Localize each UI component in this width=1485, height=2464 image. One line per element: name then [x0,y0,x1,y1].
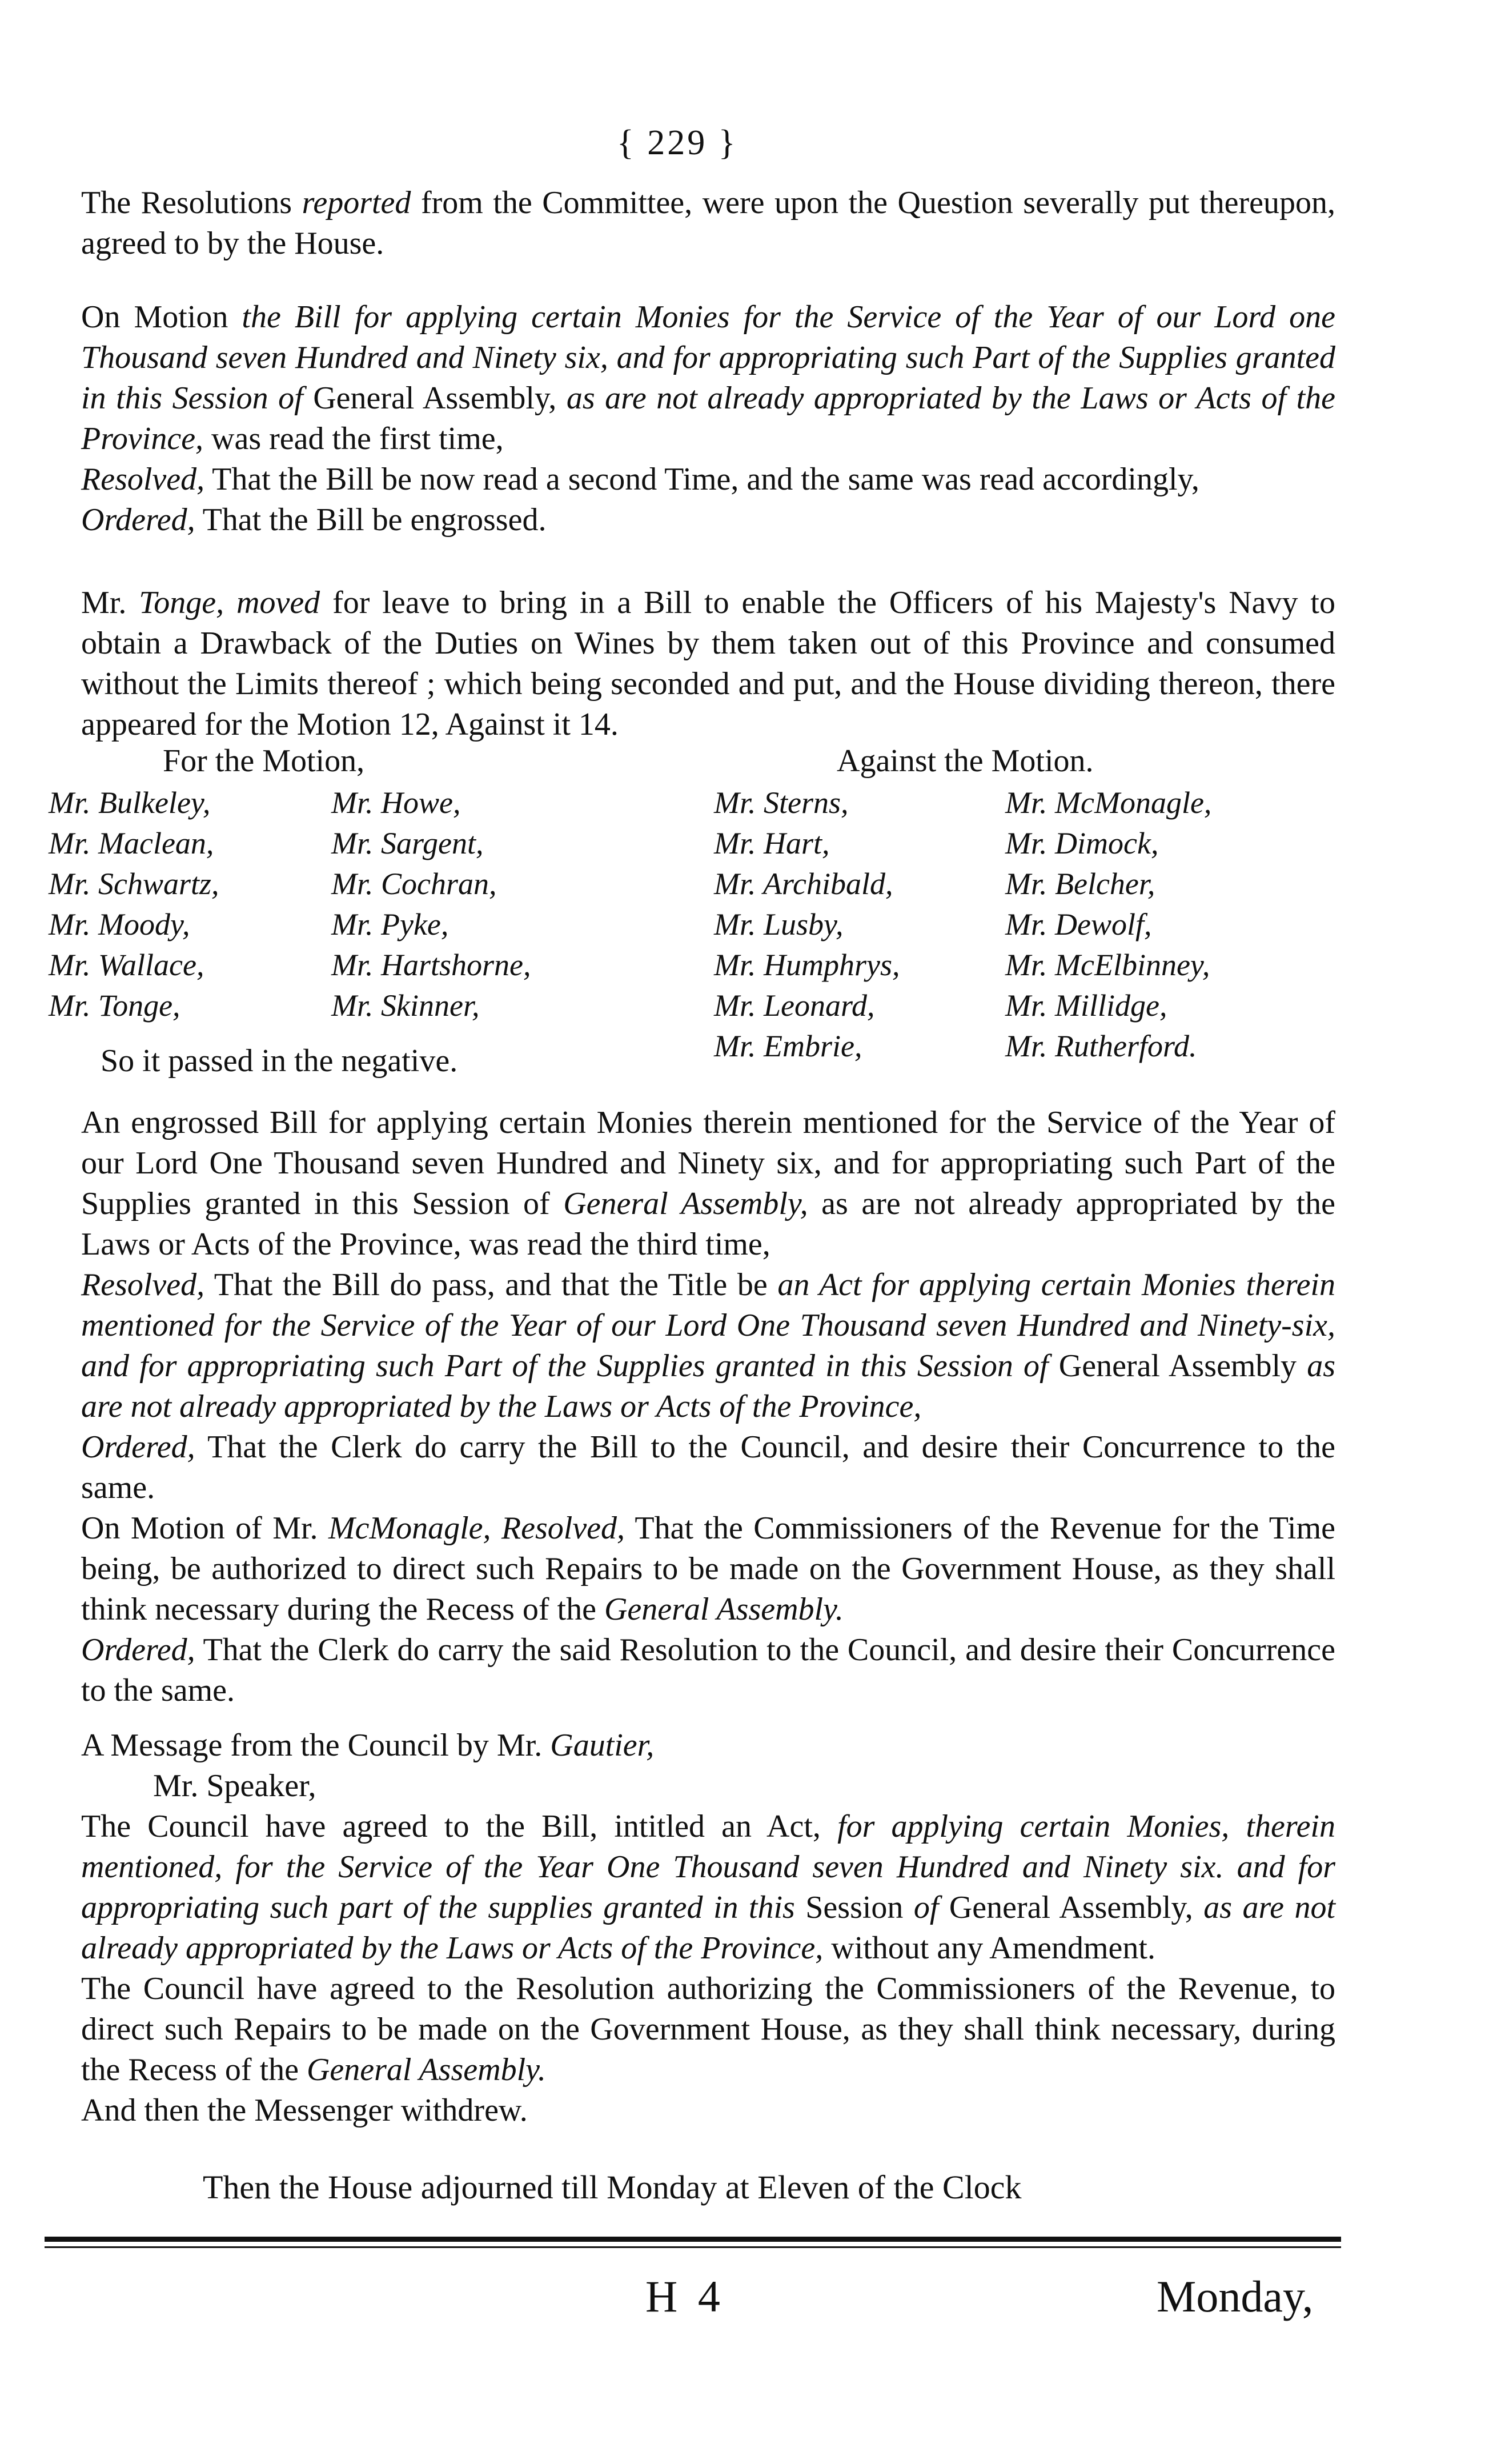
for-column-1 [49,783,219,1026]
drawback-motion-paragraph: Mr. Tonge, moved for leave to bring in a Bill to enable the Officers of his Majesty's Navy to obtain a Drawback of the Duties on Wines by them taken out of this Province and consumed without the Limits thereof ; which being seconded and put, and the House dividing thereon, there appeared for the Motion 12, Against it 14. [81,585,1335,742]
member-name: Mr. Sargent, [331,826,484,860]
member-name: Mr. Hartshorne, [331,948,531,982]
member-name: Mr. Archibald, [714,867,893,901]
member-name: Mr. Millidge, [1005,988,1167,1023]
member-name: Mr. Leonard, [714,988,875,1023]
against-motion-heading: Against the Motion. [837,743,1094,779]
member-name: Mr. Pyke, [331,907,449,941]
for-motion-heading: For the Motion, [163,743,365,779]
council-message: A Message from the Council by Mr. Gautier, Mr. Speaker, The Council have agreed to the Bill, intitled an Act, for applying certain Monies, therein mentioned, for the Service of the Year One Thousand seven Hundred and Ninety six. and for appropriating such part of the supplies granted in this Session of General Assembly, as are not already appropriated by the Laws or Acts of the Province, without any Amendment. The Council have agreed to the Resolution authorizing the Commissioners of the Revenue, to direct such Repairs to be made on the Government House, as they shall think necessary, during the Recess of the General Assembly. And then the Messenger withdrew. [45,1725,1335,2131]
member-name: Mr. McElbinney, [1005,948,1210,982]
member-name: Mr. Schwartz, [49,867,219,901]
member-name: Mr. Lusby, [714,907,844,941]
member-name: Mr. Hart, [714,826,830,860]
member-name: Mr. Humphrys, [714,948,900,982]
for-column-2 [331,783,531,1026]
member-name: Mr. Wallace, [49,948,204,982]
member-name: Mr. McMonagle, [1005,786,1212,820]
member-name: Mr. Howe, [331,786,461,820]
member-name: Mr. Cochran, [331,867,497,901]
member-name: Mr. Sterns, [714,786,849,820]
member-name: Mr. Dimock, [1005,826,1159,860]
member-name: Mr. Rutherford. [1005,1029,1197,1063]
page-number: { 229 } [617,123,738,162]
member-name: Mr. Skinner, [331,988,480,1023]
engrossed-bill-paragraph: An engrossed Bill for applying certain Monies therein mentioned for the Service of the Year of our Lord One Thousand seven Hundred and Ninety six, and for appropriating such Part of the Supplies granted in this Session of General Assembly, as are not already appropriated by the Laws or Acts of the Province, was read the third time, Resolved, That the Bill do pass, and that the Title be an Act for applying certain Monies therein mentioned for the Service of the Year of our Lord One Thousand seven Hundred and Ninety-six, and for appropriating such Part of the Supplies granted in this Session of General Assembly as are not already appropriated by the Laws or Acts of the Province, Ordered, That the Clerk do carry the Bill to the Council, and desire their Concurrence to the same. [81,1105,1336,1505]
footer-rule-thin [45,2246,1341,2248]
against-column-2 [1005,783,1211,1067]
catchword: Monday, [1157,2271,1314,2321]
member-name: Mr. Embrie, [714,1029,862,1063]
messenger-withdrew: And then the Messenger withdrew. [81,2093,528,2128]
member-name: Mr. Belcher, [1005,867,1155,901]
adjournment-line: Then the House adjourned till Monday at Eleven of the Clock [203,2169,1022,2206]
member-name: Mr. Maclean, [49,826,214,860]
message-salutation: Mr. Speaker, [153,1768,316,1804]
member-name: Mr. Tonge, [49,988,180,1023]
member-name: Mr. Dewolf, [1005,907,1152,941]
vote-result: So it passed in the negative. [101,1043,458,1079]
repairs-motion-paragraph: On Motion of Mr. McMonagle, Resolved, That the Commissioners of the Revenue for the Time being, be authorized to direct such Repairs to be made on the Government House, as they shall think necessary during the Recess of the General Assembly. Ordered, That the Clerk do carry the said Resolution to the Council, and desire their Concurrence to the same. [81,1511,1335,1708]
footer-rule-thick [45,2237,1341,2242]
member-name: Mr. Moody, [49,907,190,941]
supply-bill-paragraph: On Motion the Bill for applying certain Monies for the Service of the Year of our Lord one Thousand seven Hundred and Ninety six, and for appropriating such Part of the Supplies granted in this Session of General Assembly, as are not already appropriated by the Laws or Acts of the Province, was read the first time, Resolved, That the Bill be now read a second Time, and the same was read accordingly, Ordered, That the Bill be engrossed. [81,299,1335,538]
resolutions-paragraph: The Resolutions reported from the Committee, were upon the Question severally put thereupon, agreed to by the House. [81,185,1335,261]
against-column-1 [714,783,900,1067]
signature-mark: H 4 [645,2271,725,2321]
member-name: Mr. Bulkeley, [49,786,211,820]
